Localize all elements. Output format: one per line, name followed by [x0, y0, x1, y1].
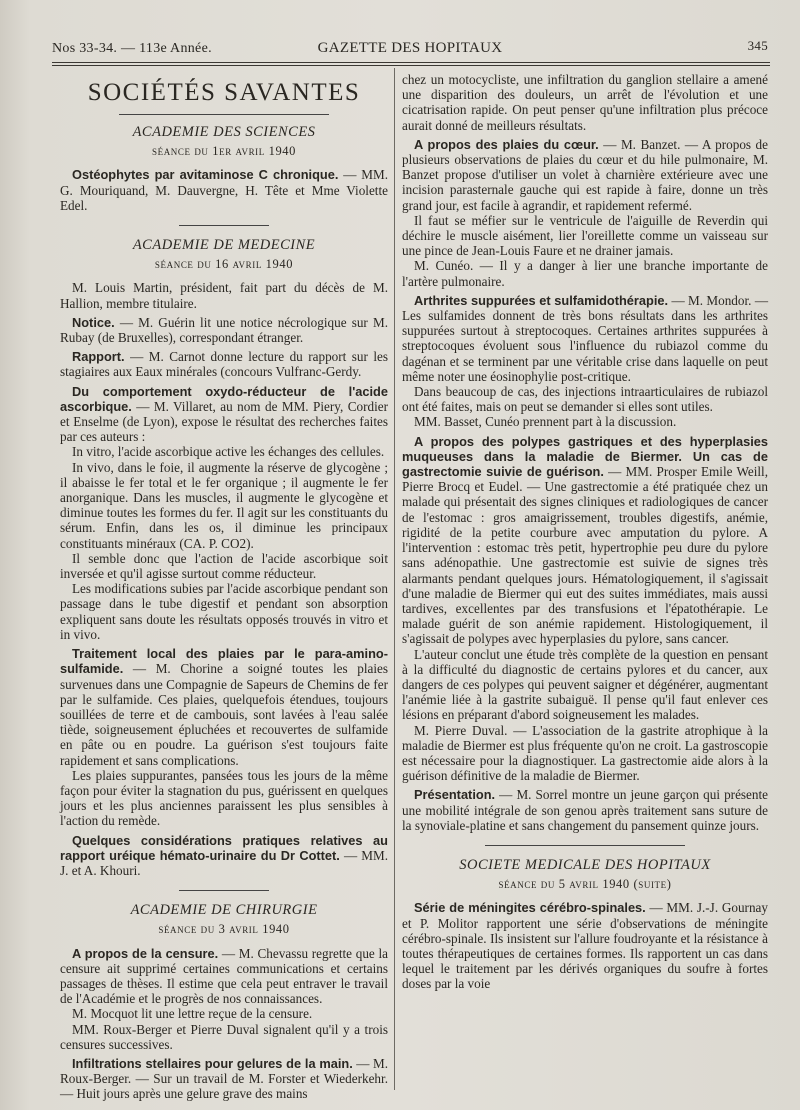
header-rule — [52, 62, 770, 63]
article-paragraph: Présentation. — M. Sorrel montre un jeune garçon qui présente une mobilité intégrale de son genou après traitement sans suture de la synoviale-platine et sans changement du pansement quinze jours. — [402, 787, 769, 833]
seance-date: séance du 5 avril 1940 (suite) — [498, 877, 672, 892]
article-paragraph: Quelques considérations pratiques relatives au rapport uréique hémato-urinaire du Dr Cottet. — MM. J. et A. Khouri. — [60, 832, 389, 878]
article-paragraph: Ostéophytes par avitaminose C chronique. — MM. G. Mouriquand, M. Dauvergne, H. Tête et Mme Violette Edel. — [60, 167, 388, 213]
article-paragraph: Arthrites suppurées et sulfamidothérapie. — M. Mondor. — Les sulfamides donnent de très bons résultats dans les arthrites suppurées surtout à streptocoques. Certaines arthrites suppurées à streptocoques évoluent sous l'influence du rubiazol comme du dagénan et se terminent par une véritable crise dans laquelle on peut même noter une éosinophylie post-critique. — [402, 292, 769, 384]
article-paragraph: M. Pierre Duval. — L'association de la gastrite atrophique à la maladie de Biermer est plus fréquente qu'on ne croit. La gastroscopie est nécessaire pour la diagnostiquer. La gastrectomie aide alors à la guérison définitive de la maladie de Biermer. — [402, 722, 768, 784]
right-column — [402, 72, 768, 1100]
academie-medecine-title: ACADEMIE DE MEDECINE — [132, 237, 316, 254]
article-paragraph: M. Louis Martin, président, fait part du décès de M. Hallion, membre titulaire. — [60, 280, 388, 311]
seance-date: séance du 16 avril 1940 — [154, 257, 294, 272]
article-paragraph: Il faut se méfier sur le ventricule de l'aiguille de Reverdin qui déchire le muscle aisément, lier l'oreillette comme un vaisseau sur une pince de Jean-Louis Faure et ne drainer jamais. — [402, 212, 768, 259]
article-paragraph: In vitro, l'acide ascorbique active les échanges des cellules. — [72, 444, 385, 460]
article-paragraph: Les plaies suppurantes, pansées tous les jours de la même façon pour éviter la stagnation du pus, guérissent en quelques jours et les plus anciennes paraissent les plus sensibles à l'action du remède. — [60, 767, 388, 829]
article-paragraph: MM. Basset, Cunéo prennent part à la discussion. — [414, 414, 677, 430]
article-paragraph: Infiltrations stellaires pour gelures de la main. — M. Roux-Berger. — Sur un travail de M. Forster et Wiederkehr. — Huit jours après une gelure grave des mains — [60, 1055, 389, 1102]
article-paragraph: Dans beaucoup de cas, des injections intraarticulaires de rubiazol ont été faites, mais on peut se demander si elles sont utiles. — [402, 384, 768, 415]
article-paragraph: Les modifications subies par l'acide ascorbique pendant son passage dans le tube digestif et pendant son absorption expliquent sans doute les résultats opposés trouvés in vitro et in vivo. — [60, 581, 388, 642]
left-column — [60, 72, 388, 1100]
academie-sciences-title: ACADEMIE DES SCIENCES — [132, 124, 316, 140]
article-paragraph: In vivo, dans le foie, il augmente la réserve de glycogène ; il abaisse le fer total et le fer organique ; il augmente le fer anorganique. Dans les muscles, il augmente le glycogène et diminue toutes les formes du fer. Il agit sur les constituants du sérum. Enfin, dans les os, il diminue les principaux constituants minéraux (CA. P. CO2). — [60, 459, 388, 551]
article-paragraph: Il semble donc que l'action de l'acide ascorbique soit inversée et qu'il agisse surtout comme réducteur. — [60, 550, 388, 582]
journal-title: GAZETTE DES HOPITAUX — [317, 40, 503, 56]
section-separator — [179, 225, 269, 226]
article-paragraph: M. Cunéo. — Il y a danger à lier une branche importante de l'artère pulmonaire. — [402, 258, 768, 289]
page-number: 345 — [747, 38, 768, 53]
article-paragraph: Traitement local des plaies par le para-amino-sulfamide. — M. Chorine a soigné toutes les plaies survenues dans une Compagnie de Sapeurs de Chemins de fer par le sulfamide. Ces plaies, quelquefois étendues, toujours souillées de terre et de cambouis, sont lavées à l'eau salée tiède, soigneusement épluchées et recouvertes de sulfamide en pâte ou en poudre. La guérison s'est toujours faite rapidement et sans complications. — [60, 646, 389, 768]
article-paragraph: chez un motocycliste, une infiltration du ganglion stellaire a amené une disparition des douleurs, un arrêt de l'évolution et une cicatrisation rapide. On peut penser qu'une infiltration plus précoce aurait donné de meilleurs résultats. — [402, 72, 768, 133]
academie-chirurgie-title: ACADEMIE DE CHIRURGIE — [130, 902, 318, 919]
section-separator — [485, 845, 685, 846]
article-heading: Ostéophytes par avitaminose C chronique. — [72, 167, 339, 183]
header-rule-double — [52, 65, 770, 66]
article-paragraph: A propos des plaies du cœur. — M. Banzet. — A propos de plusieurs observations de plaies du cœur et du hile pulmonaire, M. Banzet propose d'utiliser un volet à charnière extérieure avec une incision parasternale gauche qui est rapide à faire, donne un très grand jour, est facile à agrandir, et rapidement refermé. — [402, 136, 769, 213]
article-paragraph: MM. Roux-Berger et Pierre Duval signalent qu'il y a trois censures successives. — [60, 1021, 388, 1052]
issue-number: Nos 33-34. — 113e Année. — [52, 41, 212, 56]
seance-date: séance du 1er avril 1940 — [152, 144, 296, 159]
article-paragraph: A propos de la censure. — M. Chevassu regrette que la censure ait supprimé certaines communications et certains passages de thèses. Il estime que cela peut entraver le travail de l'Académie et le progrès de nos connaissances. — [60, 945, 388, 1007]
section-separator — [179, 890, 269, 891]
article-paragraph: Notice. — M. Guérin lit une notice nécrologique sur M. Rubay (de Bruxelles), correspondant étranger. — [60, 314, 388, 346]
article-paragraph: A propos des polypes gastriques et des hyperplasies muqueuses dans la maladie de Biermer. Un cas de gastrectomie suivie de guérison. — MM. Prosper Emile Weill, Pierre Brocq et Eudel. — Une gastrectomie a été pratiquée chez un malade qui présentait des signes cliniques et radiologiques de cancer de l'estomac : gros amaigrissement, troubles digestifs, anémie, rigidité de la petite courbure avec amputation du pylore. A l'intervention : estomac très petit, hypertrophie peu dure du pylore sans adénopathie. Une gastrectomie est suivie de signes très alarmants pendant quelques jours. Hématologiquement, il s'agissait d'une maladie de Biermer qui eut des suites immédiates, mais aussi tardives, excellentes par des transfusions et l'épatothérapie. Le malade guérit de son anémie rapidement. Histologiquement, il s'agissait de polypes avec hyperplasies du pylore, sans cancer. — [402, 433, 768, 647]
page-header — [52, 36, 768, 62]
article-paragraph: M. Mocquot lit une lettre reçue de la censure. — [72, 1006, 313, 1022]
article-paragraph: Rapport. — M. Carnot donne lecture du rapport sur les stagiaires aux Eaux minérales (concours Vulfranc-Gerdy. — [60, 349, 388, 380]
article-paragraph: L'auteur conclut une étude très complète de la question en pensant à la difficulté du diagnostic de certains pylores et du cancer, aux dangers de ces polypes qui peuvent saigner et dégénérer, augmentant l'anémie liée à la gastrite subaiguë. Il pense qu'il faut enlever ces lésions en préparant d'abord soigneusement les malades. — [402, 646, 768, 723]
seance-date: séance du 3 avril 1940 — [158, 922, 290, 937]
societe-medicale-title: SOCIETE MEDICALE DES HOPITAUX — [459, 856, 711, 873]
article-paragraph: Du comportement oxydo-réducteur de l'acide ascorbique. — M. Villaret, au nom de MM. Piery, Cordier et Enselme (de Lyon), expose le résultat des recherches faites par ces auteurs : — [60, 383, 388, 445]
column-divider — [394, 68, 395, 1090]
article-paragraph: Série de méningites cérébro-spinales. — MM. J.-J. Gournay et P. Molitor rapportent une série d'observations de méningite cérébro-spinale. Ils insistent sur l'allure foudroyante et la résistance à toutes thérapeutiques de certaines formes. Ils rapportent un cas dans lequel le traitement par les dérivés organiques du soufre à fortes doses par la voie — [402, 900, 768, 992]
section-main-title: SOCIÉTÉS SAVANTES — [87, 79, 361, 106]
title-underline — [119, 114, 329, 115]
